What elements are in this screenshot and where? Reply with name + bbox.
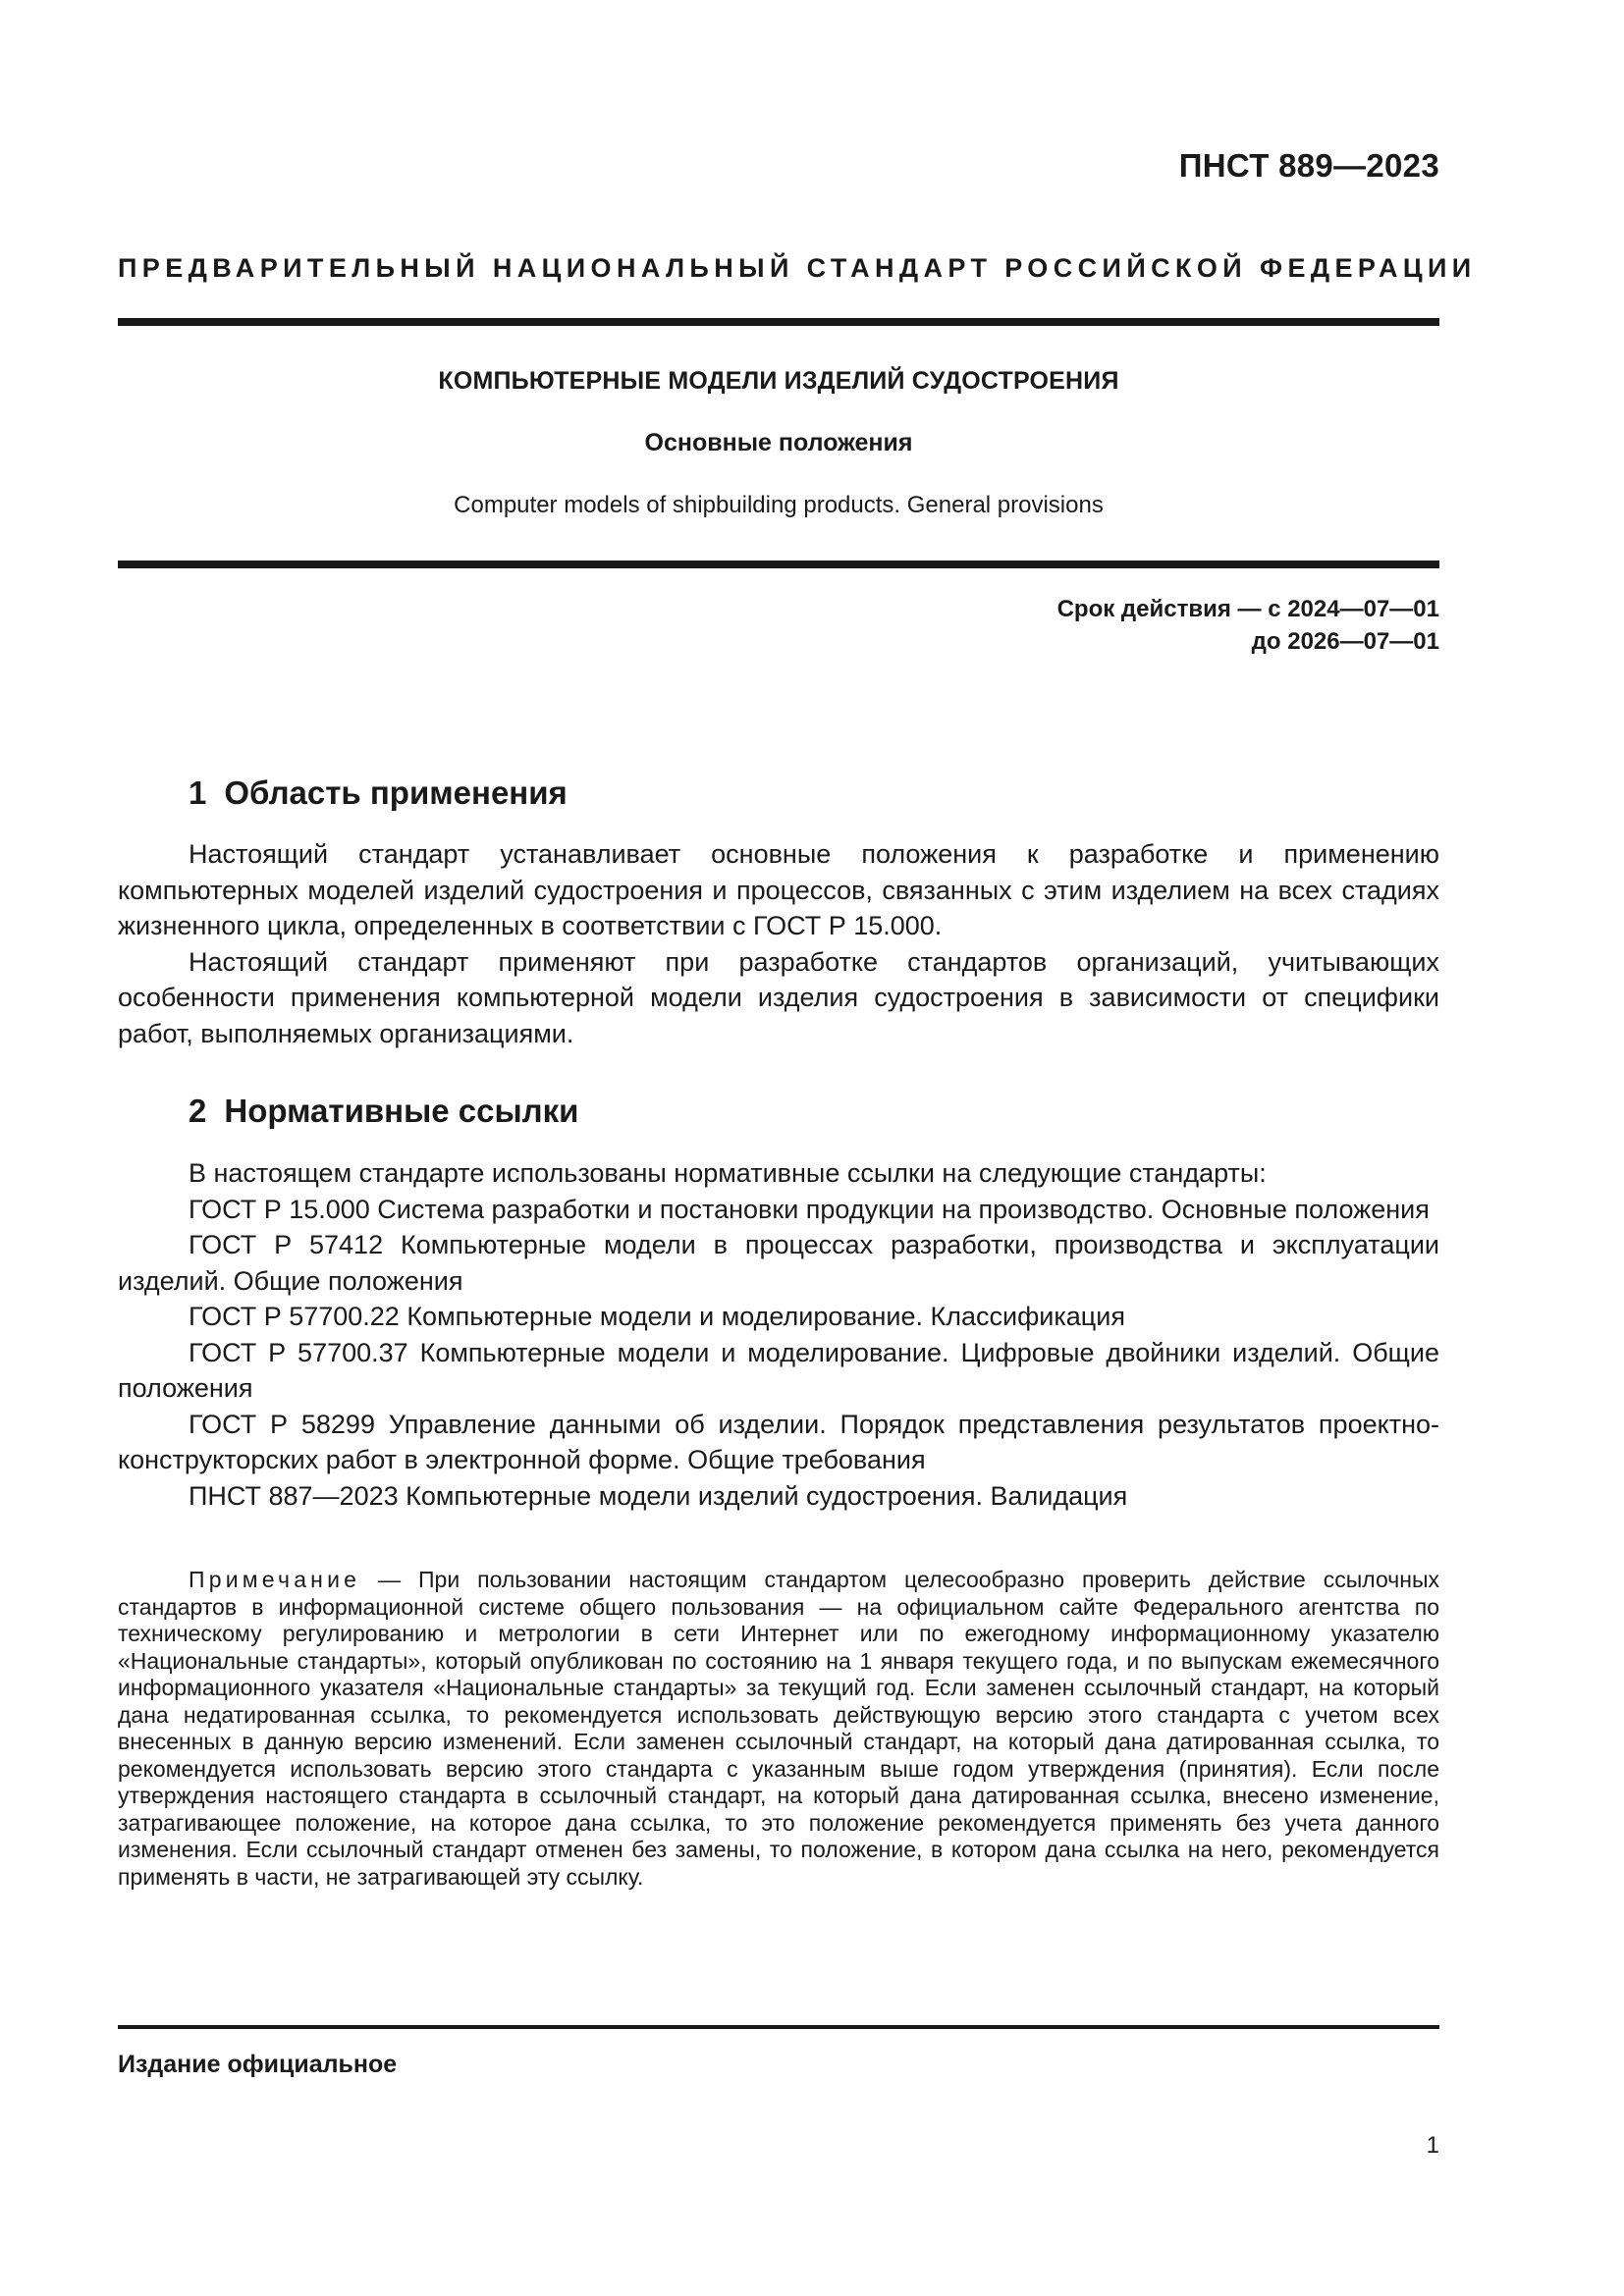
section-body-references <box>118 1155 1439 1514</box>
footer-divider <box>118 2025 1439 2029</box>
paragraph: Настоящий стандарт устанавливает основные положения к разработке и применению компьютерных моделей изделий судостроения и процессов, связанных с этим изделием на всех стадиях жизненного цикла, определенных в соответствии с ГОСТ Р 15.000. <box>118 839 1439 940</box>
reference-item: ПНСТ 887—2023 Компьютерные модели изделий судостроения. Валидация <box>189 1480 1128 1511</box>
reference-item: ГОСТ Р 57700.37 Компьютерные модели и моделирование. Цифровые двойники изделий. Общие положения <box>118 1337 1439 1403</box>
document-title: КОМПЬЮТЕРНЫЕ МОДЕЛИ ИЗДЕЛИЙ СУДОСТРОЕНИЯ <box>438 367 1119 395</box>
document-subtitle: Основные положения <box>644 429 913 456</box>
note-text: — При пользовании настоящим стандартом целесообразно проверить действие ссылочных стандартов в информационной системе общего пользования — на официальном сайте Федерального агентства по техническому регулированию и метрологии в сети Интернет или по ежегодному информационному указателю «Национальные стандарты», который опубликован по состоянию на 1 января текущего года, и по выпускам ежемесячного информационного указателя «Национальные стандарты» за текущий год. Если заменен ссылочный стандарт, на который дана недатированная ссылка, то рекомендуется использовать действующую версию этого стандарта с учетом всех внесенных в данную версию изменений. Если заменен ссылочный стандарт, на который дана датированная ссылка, то рекомендуется использовать версию этого стандарта с указанным выше годом утверждения (принятия). Если после утверждения настоящего стандарта в ссылочный стандарт, на который дана датированная ссылка, внесено изменение, затрагивающее положение, на которое дана ссылка, то это положение рекомендуется применять без учета данного изменения. Если ссылочный стандарт отменен без замены, то положение, в котором дана ссылка на него, рекомендуется применять в части, не затрагивающей эту ссылку. <box>118 1567 1439 1890</box>
section-title: Нормативные ссылки <box>224 1093 579 1129</box>
validity-from: Срок действия — с 2024—07—01 <box>1056 596 1439 622</box>
validity-to: до 2026—07—01 <box>1251 628 1439 655</box>
note <box>118 1567 1439 1891</box>
section-body-scope <box>118 836 1439 1051</box>
english-title: Computer models of shipbuilding products. General provisions <box>454 492 1104 518</box>
section-heading-scope <box>189 774 568 812</box>
reference-item: ГОСТ Р 58299 Управление данными об изделии. Порядок представления результатов проектно-конструкторских работ в электронной форме. Общие требования <box>118 1409 1439 1474</box>
validity-period <box>1057 593 1439 658</box>
section-title: Область применения <box>224 774 568 811</box>
reference-item: ГОСТ Р 57412 Компьютерные модели в процессах разработки, производства и эксплуатации изделий. Общие положения <box>118 1230 1439 1296</box>
note-label: Примечание <box>189 1567 361 1592</box>
section-number: 2 <box>189 1093 207 1129</box>
top-divider <box>118 318 1439 326</box>
reference-item: ГОСТ Р 15.000 Система разработки и постановки продукции на производство. Основные положения <box>189 1194 1430 1224</box>
page-number: 1 <box>1426 2132 1439 2159</box>
official-edition-label: Издание официальное <box>118 2051 398 2078</box>
standard-type-heading: ПРЕДВАРИТЕЛЬНЫЙ НАЦИОНАЛЬНЫЙ СТАНДАРТ РОССИЙСКОЙ ФЕДЕРАЦИИ <box>118 253 1477 283</box>
section-number: 1 <box>189 774 207 811</box>
reference-item: ГОСТ Р 57700.22 Компьютерные модели и моделирование. Классификация <box>189 1302 1125 1331</box>
paragraph: В настоящем стандарте использованы нормативные ссылки на следующие стандарты: <box>189 1158 1267 1188</box>
paragraph: Настоящий стандарт применяют при разработке стандартов организаций, учитывающих особенности применения компьютерной модели изделия судостроения в зависимости от специфики работ, выполняемых организациями. <box>118 946 1439 1048</box>
title-divider <box>118 561 1439 568</box>
document-code: ПНСТ 889—2023 <box>1178 147 1439 184</box>
document-page <box>118 0 1477 2296</box>
section-heading-references <box>189 1093 578 1130</box>
